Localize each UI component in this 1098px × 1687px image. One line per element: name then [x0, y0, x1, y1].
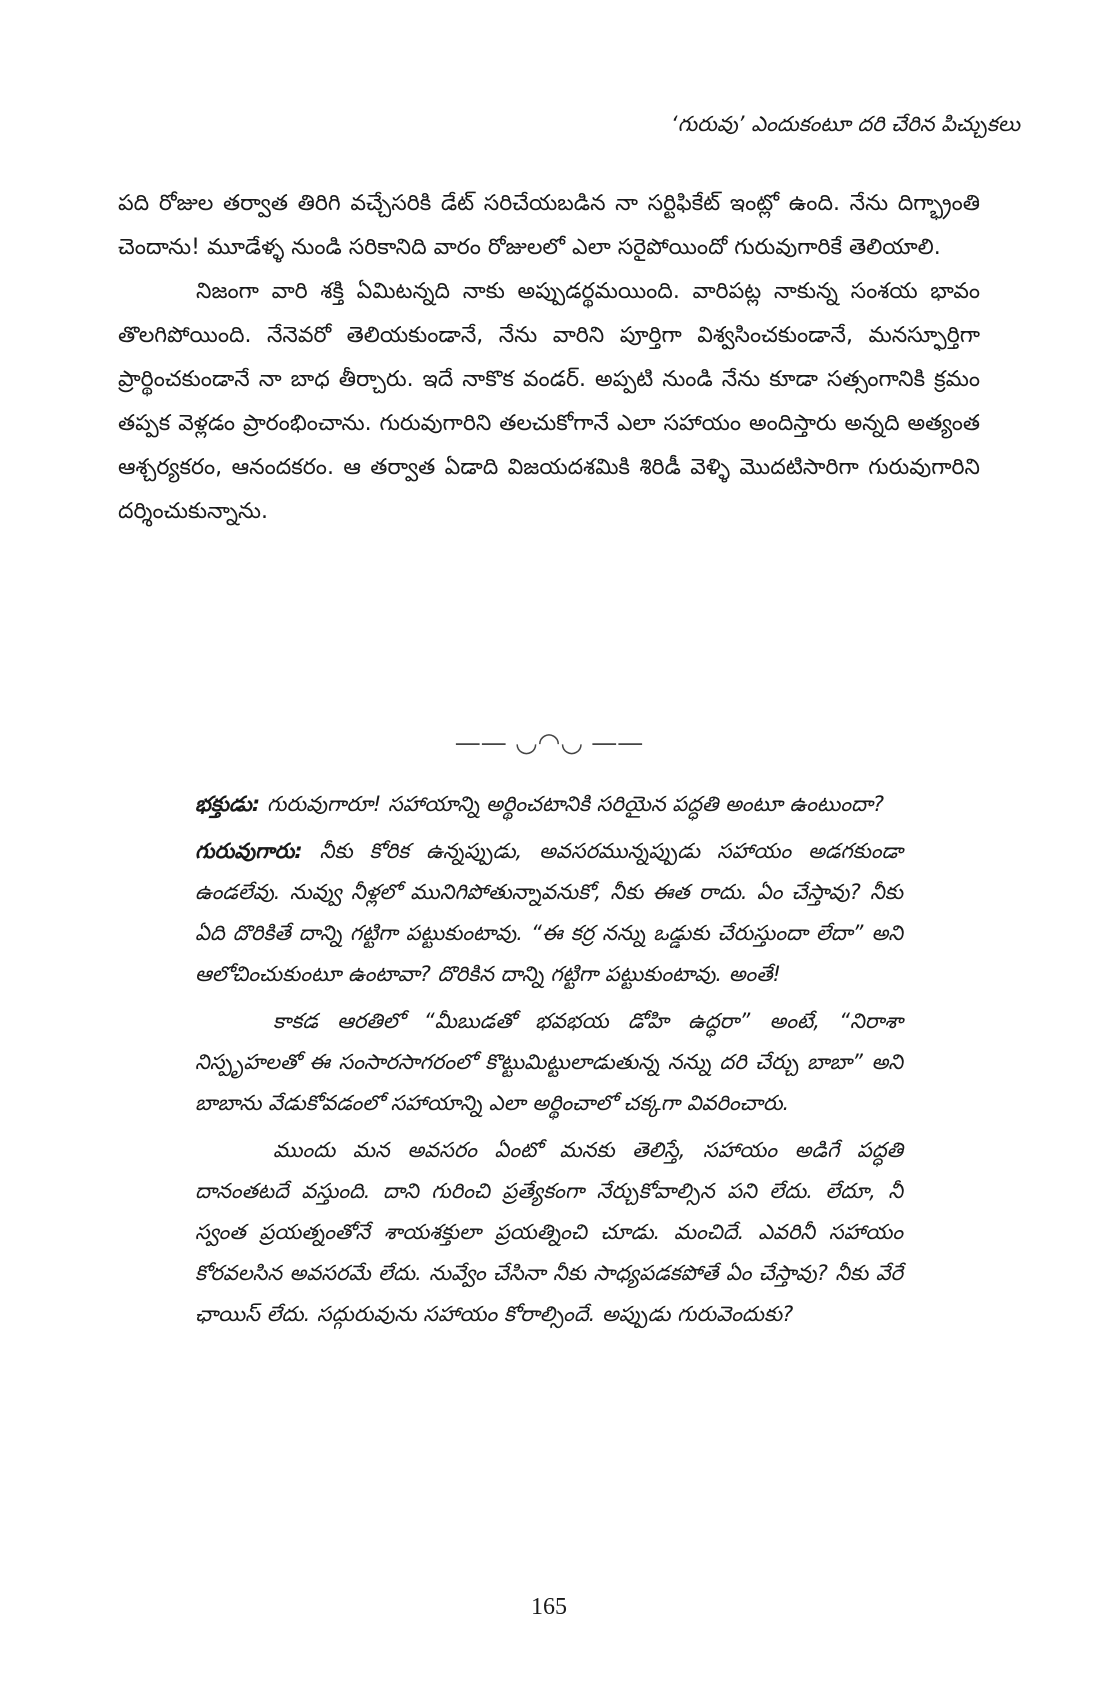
guru-answer — [195, 831, 903, 995]
running-head: ‘గురువు’ ఎందుకంటూ దరి చేరిన పిచ్చుకలు — [670, 112, 1020, 136]
page-number: 165 — [531, 1594, 567, 1620]
guru-label: గురువుగారు: — [195, 839, 303, 863]
devotee-text: గురువుగారూ! సహాయాన్ని అర్థించటానికి సరియైన పద్ధతి అంటూ ఉంటుందా? — [266, 792, 884, 816]
devotee-question — [195, 784, 903, 825]
dialog-paragraph-2: కాకడ ఆరతిలో “మీబుడతో భవభయ డోహి ఉద్ధరా” అంటే, “నిరాశా నిస్పృహలతో ఈ సంసారసాగరంలో కొట్టుమిట్టులాడుతున్న నన్ను దరి చేర్చు బాబా” అని బాబాను వేడుకోవడంలో సహాయాన్ని ఎలా అర్థించాలో చక్కగా వివరించారు. — [195, 1009, 903, 1115]
dialog-section — [195, 784, 903, 1341]
dialog-paragraph-3: ముందు మన అవసరం ఏంటో మనకు తెలిస్తే, సహాయం అడిగే పద్ధతి దానంతటదే వస్తుంది. దాని గురించి ప్రత్యేకంగా నేర్చుకోవాల్సిన పని లేదు. లేదూ, నీ స్వంత ప్రయత్నంతోనే శాయశక్తులా ప్రయత్నించి చూడు. మంచిదే. ఎవరినీ సహాయం కోరవలసిన అవసరమే లేదు. నువ్వేం చేసినా నీకు సాధ్యపడకపోతే ఏం చేస్తావు? నీకు వేరే ఛాయిస్ లేదు. సద్గురువును సహాయం కోరాల్సిందే. అప్పుడు గురువెందుకు? — [195, 1138, 903, 1326]
section-divider-ornament: —— ◡◠◡ —— — [454, 728, 644, 758]
paragraph-1: పది రోజుల తర్వాత తిరిగి వచ్చేసరికి డేట్ సరిచేయబడిన నా సర్టిఫికేట్ ఇంట్లో ఉంది. నేను దిగ్భ్రాంతి చెందాను! మూడేళ్ళ నుండి సరికానిది వారం రోజులలో ఎలా సరైపోయిందో గురువుగారికే తెలియాలి. — [118, 191, 980, 260]
body-text — [118, 182, 980, 534]
paragraph-2: నిజంగా వారి శక్తి ఏమిటన్నది నాకు అప్పుడర్థమయింది. వారిపట్ల నాకున్న సంశయ భావం తొలగిపోయింది. నేనెవరో తెలియకుండానే, నేను వారిని పూర్తిగా విశ్వసించకుండానే, మనస్ఫూర్తిగా ప్రార్థించకుండానే నా బాధ తీర్చారు. ఇదే నాకొక వండర్. అప్పటి నుండి నేను కూడా సత్సంగానికి క్రమం తప్పక వెళ్లడం ప్రారంభించాను. గురువుగారిని తలచుకోగానే ఎలా సహాయం అందిస్తారు అన్నది అత్యంత ఆశ్చర్యకరం, ఆనందకరం. ఆ తర్వాత ఏడాది విజయదశమికి శిరిడీ వెళ్ళి మొదటిసారిగా గురువుగారిని దర్శించుకున్నాను. — [118, 279, 980, 524]
guru-text: నీకు కోరిక ఉన్నప్పుడు, అవసరమున్నప్పుడు సహాయం అడగకుండా ఉండలేవు. నువ్వు నీళ్లలో మునిగిపోతున్నావనుకో, నీకు ఈత రాదు. ఏం చేస్తావు? నీకు ఏది దొరికితే దాన్ని గట్టిగా పట్టుకుంటావు. “ఈ కర్ర నన్ను ఒడ్డుకు చేరుస్తుందా లేదా” అని ఆలోచించుకుంటూ ఉంటావా? దొరికిన దాన్ని గట్టిగా పట్టుకుంటావు. అంతే! — [195, 839, 903, 986]
devotee-label: భక్తుడు: — [195, 792, 261, 816]
